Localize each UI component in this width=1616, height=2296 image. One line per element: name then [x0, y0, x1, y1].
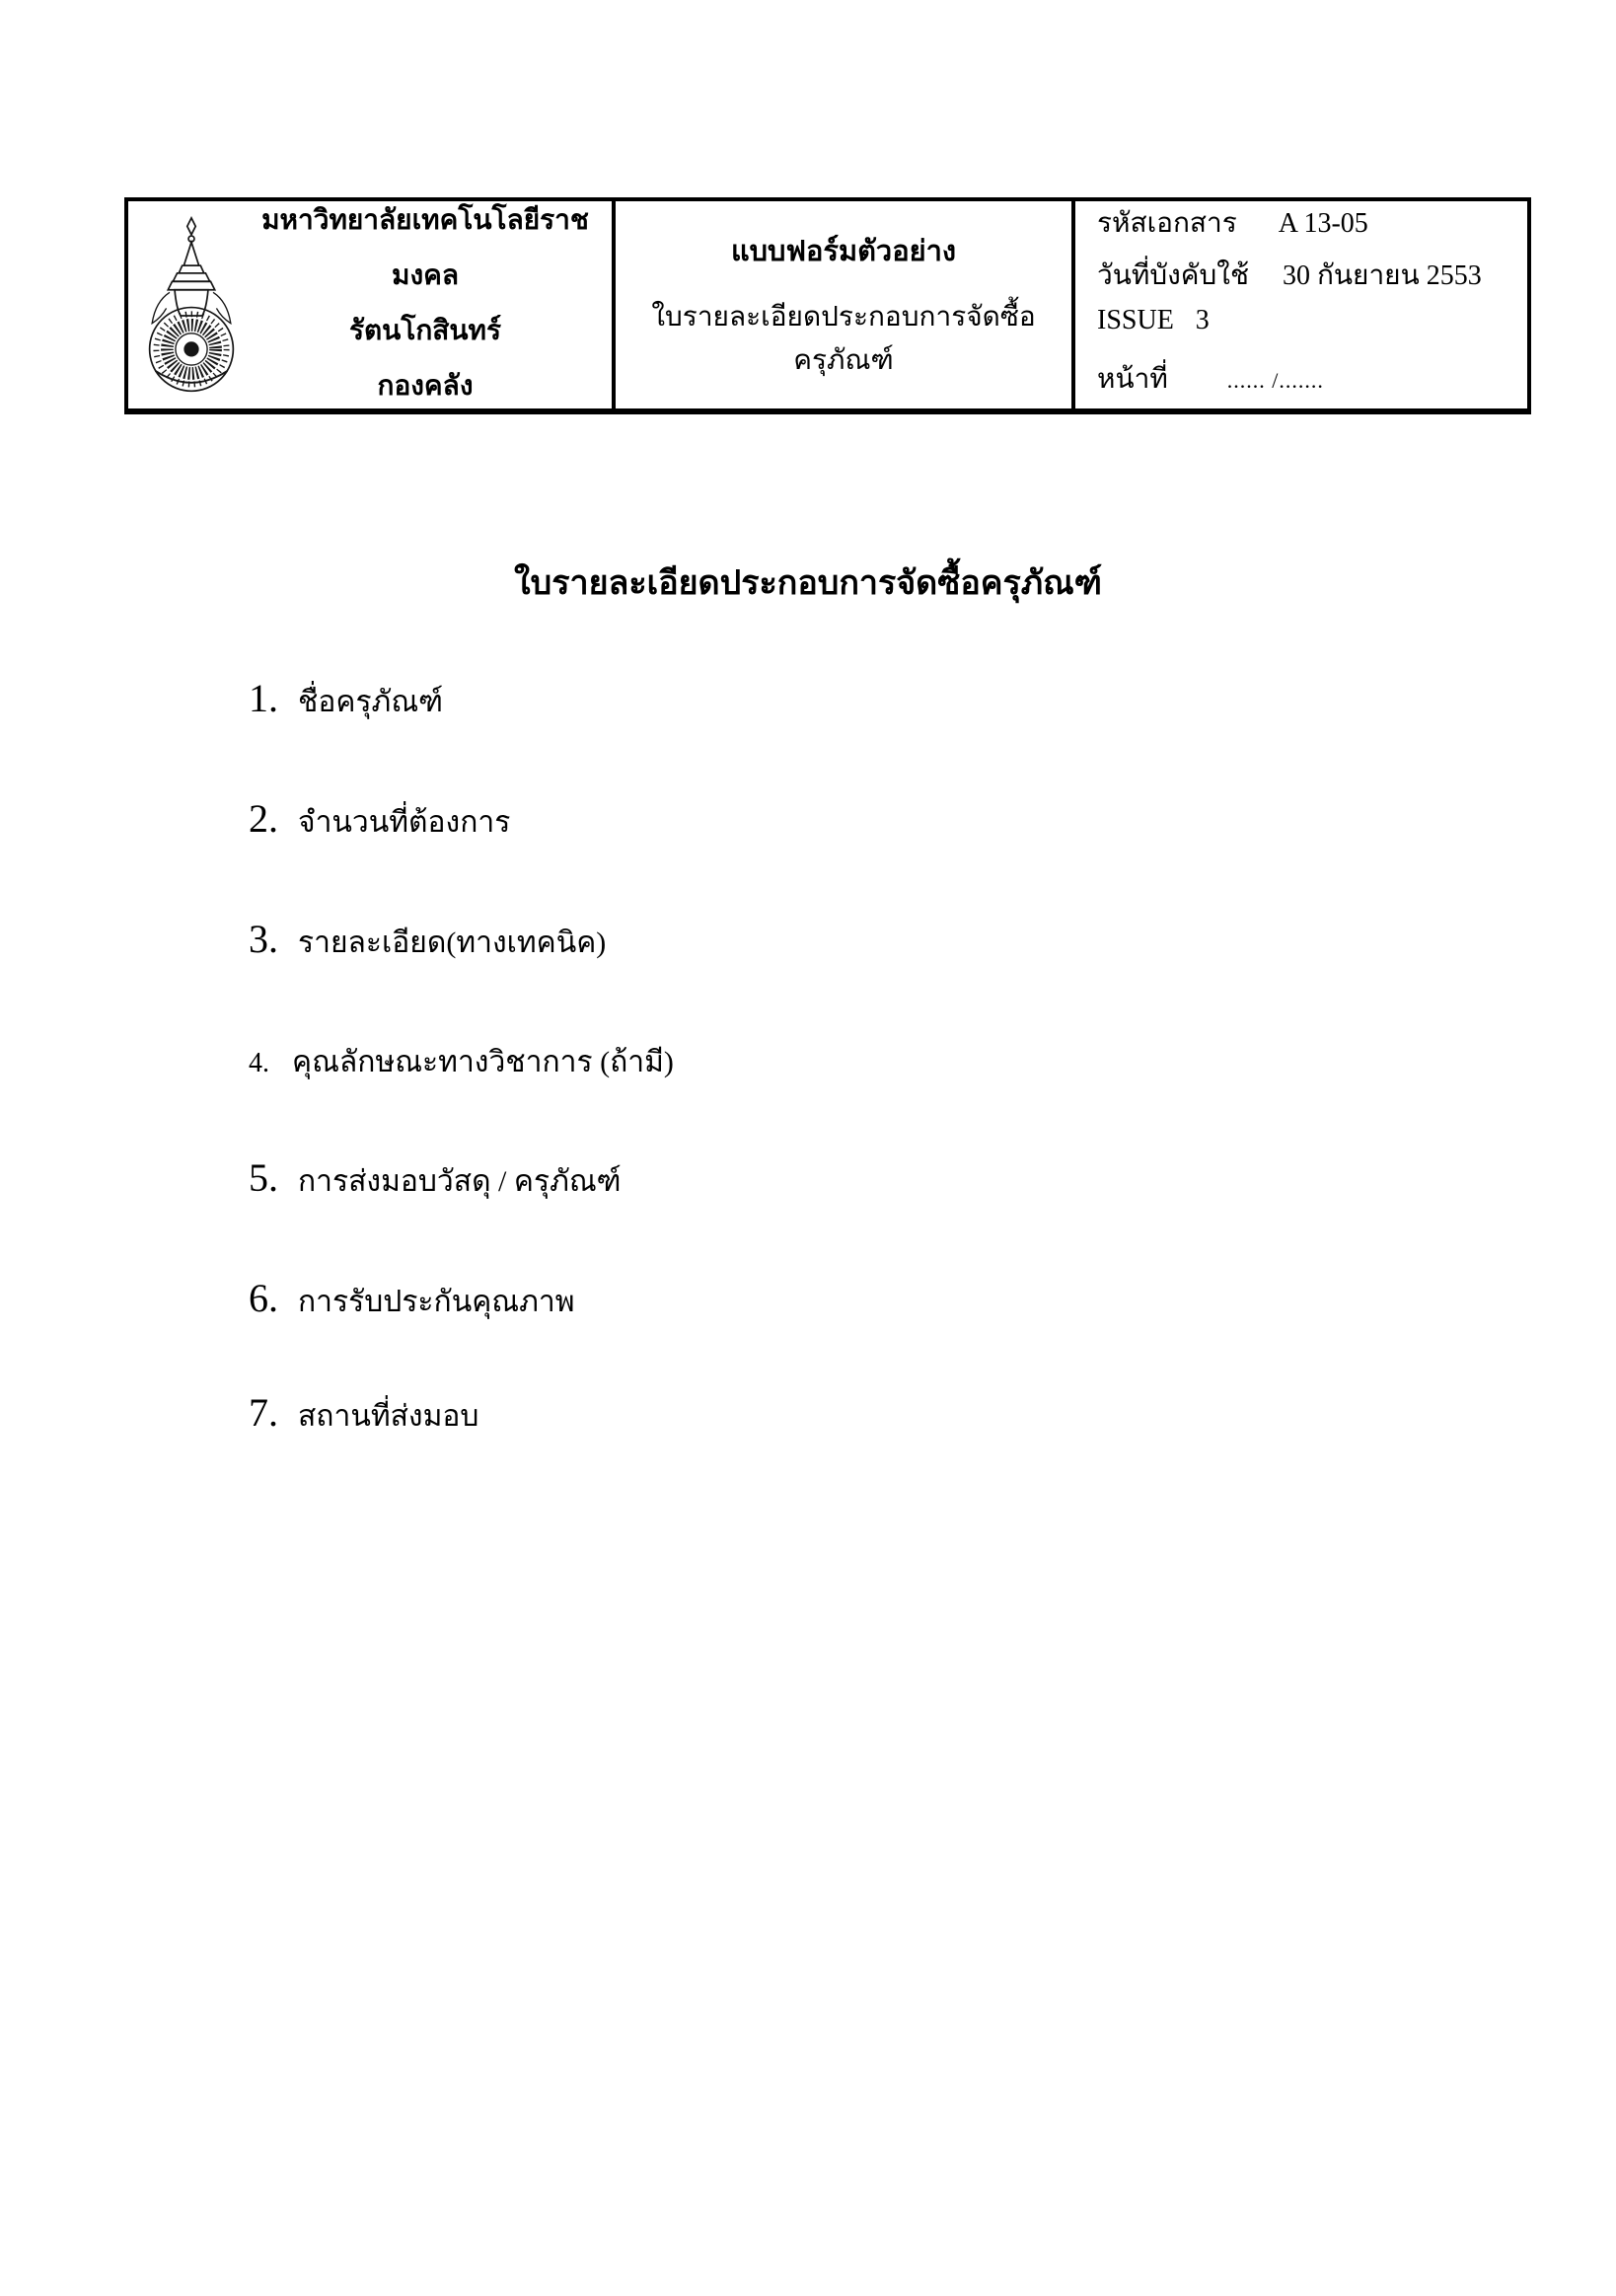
item-label: การส่งมอบวัสดุ / ครุภัณฑ์ [298, 1165, 622, 1198]
item-number: 5. [249, 1155, 278, 1200]
university-seal-icon [142, 215, 241, 395]
item-label: การรับประกันคุณภาพ [298, 1286, 575, 1318]
effective-date-value: 30 กันยายน 2553 [1282, 259, 1482, 291]
item-label: จำนวนที่ต้องการ [298, 806, 511, 839]
list-item-1 [249, 675, 443, 725]
header-cell-form [616, 201, 1075, 408]
doc-code-value: A 13-05 [1278, 208, 1368, 239]
issue-row [1097, 305, 1519, 357]
list-item-4 [249, 1039, 674, 1085]
university-name-line1: มหาวิทยาลัยเทคโนโลยีราชมงคล [261, 205, 589, 291]
list-item-5 [249, 1154, 622, 1205]
item-label: ชื่อครุภัณฑ์ [298, 686, 444, 718]
list-item-2 [249, 795, 510, 846]
item-number: 2. [249, 796, 278, 841]
item-label: รายละเอียด(ทางเทคนิค) [298, 926, 607, 959]
effective-date-label: วันที่บังคับใช้ [1097, 259, 1249, 291]
list-item-7 [249, 1389, 478, 1440]
header-cell-university [128, 201, 616, 408]
university-name-block [245, 193, 606, 416]
page-number-row [1097, 357, 1519, 409]
list-item-6 [249, 1275, 575, 1325]
effective-date-row [1097, 254, 1519, 306]
header-table [124, 197, 1531, 414]
item-number: 3. [249, 917, 278, 961]
item-label: คุณลักษณะทางวิชาการ (ถ้ามี) [292, 1046, 674, 1078]
item-number: 4. [249, 1048, 269, 1078]
form-type-title: แบบฟอร์มตัวอย่าง [730, 236, 957, 267]
university-seal-logo [138, 215, 245, 395]
item-label: สถานที่ส่งมอบ [298, 1400, 479, 1433]
item-number: 1. [249, 676, 278, 720]
document-title: ใบรายละเอียดประกอบการจัดซื้อครุภัณฑ์ [514, 565, 1102, 602]
university-name-line2: รัตนโกสินทร์ [348, 316, 502, 346]
form-name-subtitle: ใบรายละเอียดประกอบการจัดซื้อครุภัณฑ์ [651, 302, 1036, 376]
page-number-label: หน้าที่ [1097, 363, 1168, 395]
item-number: 6. [249, 1276, 278, 1320]
list-item-3 [249, 916, 606, 966]
item-number: 7. [249, 1390, 278, 1435]
doc-code-row [1097, 201, 1519, 254]
page-number-blank: ...... /....... [1226, 367, 1324, 393]
issue-value: 3 [1195, 305, 1210, 335]
issue-label: ISSUE [1097, 305, 1174, 335]
doc-code-label: รหัสเอกสาร [1097, 208, 1237, 239]
university-department: กองคลัง [377, 371, 474, 402]
header-cell-doc-meta [1075, 201, 1527, 408]
